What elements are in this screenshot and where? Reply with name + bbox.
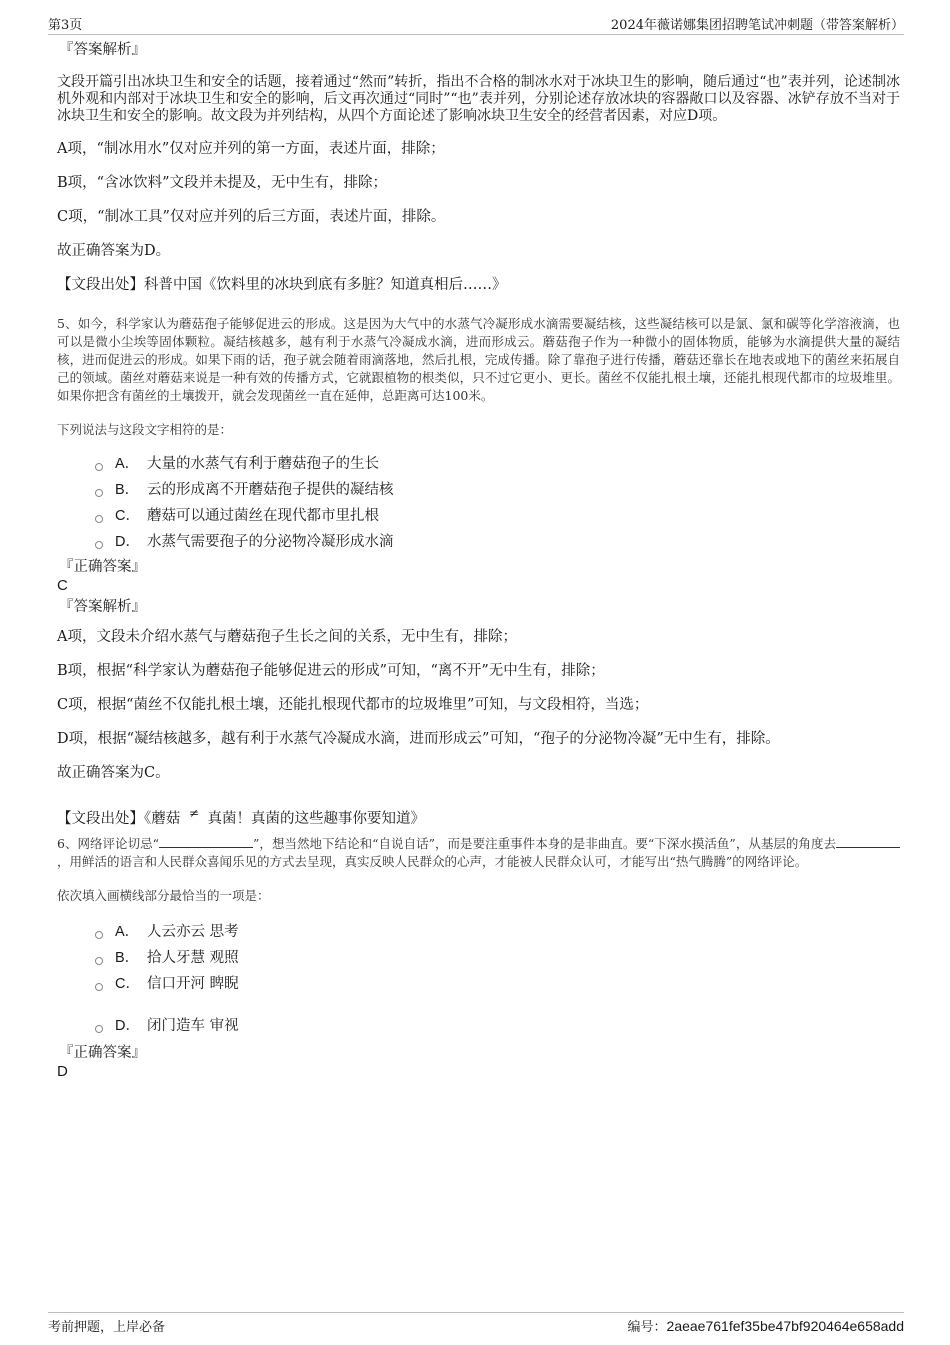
q5-source <box>57 803 900 829</box>
q4-analysis-label: 『答案解析』 <box>59 42 146 58</box>
document-title: 2024年薇诺娜集团招聘笔试冲刺题（带答案解析） <box>610 18 904 33</box>
q5-line-c: C项，根据“菌丝不仅能扎根土壤，还能扎根现代都市的垃圾堆里”可知，与文段相符，当选； <box>57 697 649 713</box>
page-number: 第3页 <box>48 18 83 33</box>
radio-icon[interactable] <box>95 983 103 991</box>
q5-option-d[interactable] <box>95 529 900 555</box>
document-body <box>57 40 900 1081</box>
option-text: 水蒸气需要孢子的分泌物冷凝形成水滴 <box>147 534 394 550</box>
option-text: 信口开河 睥睨 <box>147 975 239 992</box>
q5-option-b[interactable] <box>95 477 900 503</box>
page-header <box>48 14 904 35</box>
q5-stem: 5、如今，科学家认为蘑菇孢子能够促进云的形成。这是因为大气中的水蒸气冷凝形成水滴需要凝结核，这些凝结核可以是氯、氯和碳等化学溶液滴，也可以是微小尘埃等固体颗粒。凝结核越多，越有利于水蒸气冷凝成水滴，进而形成云。蘑菇孢子作为一种微小的固体物质，能够为水滴提供大量的凝结核，进而促进云的形成。如果下雨的话，孢子就会随着雨滴落地，然后扎根，完成传播。除了靠孢子进行传播，蘑菇还靠长在地表或地下的菌丝来拓展自己的领域。菌丝对蘑菇来说是一种有效的传播方式，它就跟植物的根类似，只不过它更小、更长。菌丝不仅能扎根土壤，还能扎根现代都市的垃圾堆里。如果你把含有菌丝的土壤拨开，就会发现菌丝一直在延伸，总距离可达100米。 <box>57 316 900 403</box>
option-text: 人云亦云 思考 <box>147 923 239 940</box>
footer-slogan: 考前押题，上岸必备 <box>48 1320 166 1335</box>
footer-code-value: 2aeae761fef35be47bf920464e658add <box>666 1318 904 1334</box>
blank-line-1 <box>159 835 253 848</box>
q6-option-c[interactable] <box>95 971 900 997</box>
radio-icon[interactable] <box>95 957 103 965</box>
q5-line-d: D项，根据“凝结核越多，越有利于水蒸气冷凝成水滴，进而形成云”可知，“孢子的分泌物冷凝”无中生有，排除。 <box>57 731 780 747</box>
option-text: 闭门造车 审视 <box>147 1017 239 1034</box>
option-letter: C． <box>115 508 140 524</box>
radio-icon[interactable] <box>95 463 103 471</box>
option-letter: D． <box>115 1017 140 1034</box>
q6-stem-part3: ，用鲜活的语言和人民群众喜闻乐见的方式去呈现，真实反映人民群众的心声，才能被人民群众认可，才能写出“热气腾腾”的网络评论。 <box>57 853 808 869</box>
footer-code <box>628 1316 904 1335</box>
q5-option-c[interactable] <box>95 503 900 529</box>
radio-icon[interactable] <box>95 931 103 939</box>
q4-line-a: A项，“制冰用水”仅对应并列的第一方面，表述片面，排除； <box>57 141 445 157</box>
q5-line-a: A项，文段未介绍水蒸气与蘑菇孢子生长之间的关系，无中生有，排除； <box>57 629 517 645</box>
q4-analysis-text: 文段开篇引出冰块卫生和安全的话题，接着通过“然而”转折，指出不合格的制冰水对于冰块卫生的影响，随后通过“也”表并列，论述制冰机外观和内部对于冰块卫生和安全的影响，后文再次通过“同时”“也”表并列，分别论述存放冰块的容器敞口以及容器、冰铲存放不当对于冰块卫生和安全的影响。故文段为并列结构，从四个方面论述了影响冰块卫生安全的经营者因素，对应D项。 <box>57 74 900 124</box>
option-text: 云的形成离不开蘑菇孢子提供的凝结核 <box>147 482 394 498</box>
q6-stem-part1: 6、网络评论切忌“ <box>57 835 160 851</box>
q6-stem-part2: ”，想当然地下结论和“自说自话”，而是要注重事件本身的是非曲直。要“下深水摸活鱼”，从基层的角度去 <box>253 835 836 851</box>
option-letter: C． <box>115 975 140 992</box>
q4-line-c: C项，“制冰工具”仅对应并列的后三方面，表述片面，排除。 <box>57 209 446 225</box>
q5-analysis-label: 『答案解析』 <box>59 599 146 615</box>
q6-answer-label: 『正确答案』 <box>59 1044 146 1061</box>
q5-conclusion: 故正确答案为C。 <box>57 765 170 781</box>
q4-conclusion: 故正确答案为D。 <box>57 243 171 259</box>
q5-source-suffix: 真菌！真菌的这些趣事你要知道》 <box>207 810 426 827</box>
option-text: 大量的水蒸气有利于蘑菇孢子的生长 <box>147 456 379 472</box>
radio-icon[interactable] <box>95 541 103 549</box>
q5-option-a[interactable] <box>95 451 900 477</box>
blank-line-2 <box>836 835 900 848</box>
radio-icon[interactable] <box>95 1025 103 1033</box>
option-text: 蘑菇可以通过菌丝在现代都市里扎根 <box>147 508 379 524</box>
radio-icon[interactable] <box>95 515 103 523</box>
q6-option-d[interactable] <box>95 1013 900 1039</box>
option-letter: A． <box>115 923 140 940</box>
q5-prompt: 下列说法与这段文字相符的是： <box>57 422 233 437</box>
q6-stem <box>57 835 900 871</box>
not-equal-symbol: ≠ <box>188 806 199 820</box>
q4-line-b: B项，“含冰饮料”文段并未提及，无中生有，排除； <box>57 175 387 191</box>
radio-icon[interactable] <box>95 489 103 497</box>
q5-options <box>57 451 900 555</box>
q5-answer-label: 『正确答案』 <box>59 559 146 575</box>
q5-answer: C <box>57 577 68 594</box>
q6-option-a[interactable] <box>95 919 900 945</box>
option-text: 拾人牙慧 观照 <box>147 949 239 966</box>
q5-source-prefix: 【文段出处】《蘑菇 <box>57 810 181 827</box>
option-letter: A． <box>115 456 140 472</box>
q6-prompt: 依次填入画横线部分最恰当的一项是： <box>57 887 270 903</box>
q4-source: 【文段出处】科普中国《饮料里的冰块到底有多脏？知道真相后……》 <box>57 277 507 293</box>
q6-options <box>57 919 900 1039</box>
q6-answer: D <box>57 1062 68 1080</box>
option-letter: B． <box>115 482 140 498</box>
footer-code-label: 编号： <box>627 1320 667 1335</box>
q6-option-b[interactable] <box>95 945 900 971</box>
q5-line-b: B项，根据“科学家认为蘑菇孢子能够促进云的形成”可知，“离不开”无中生有，排除； <box>57 663 605 679</box>
option-letter: D． <box>115 534 140 550</box>
option-letter: B． <box>115 949 140 966</box>
page-footer <box>48 1312 904 1335</box>
